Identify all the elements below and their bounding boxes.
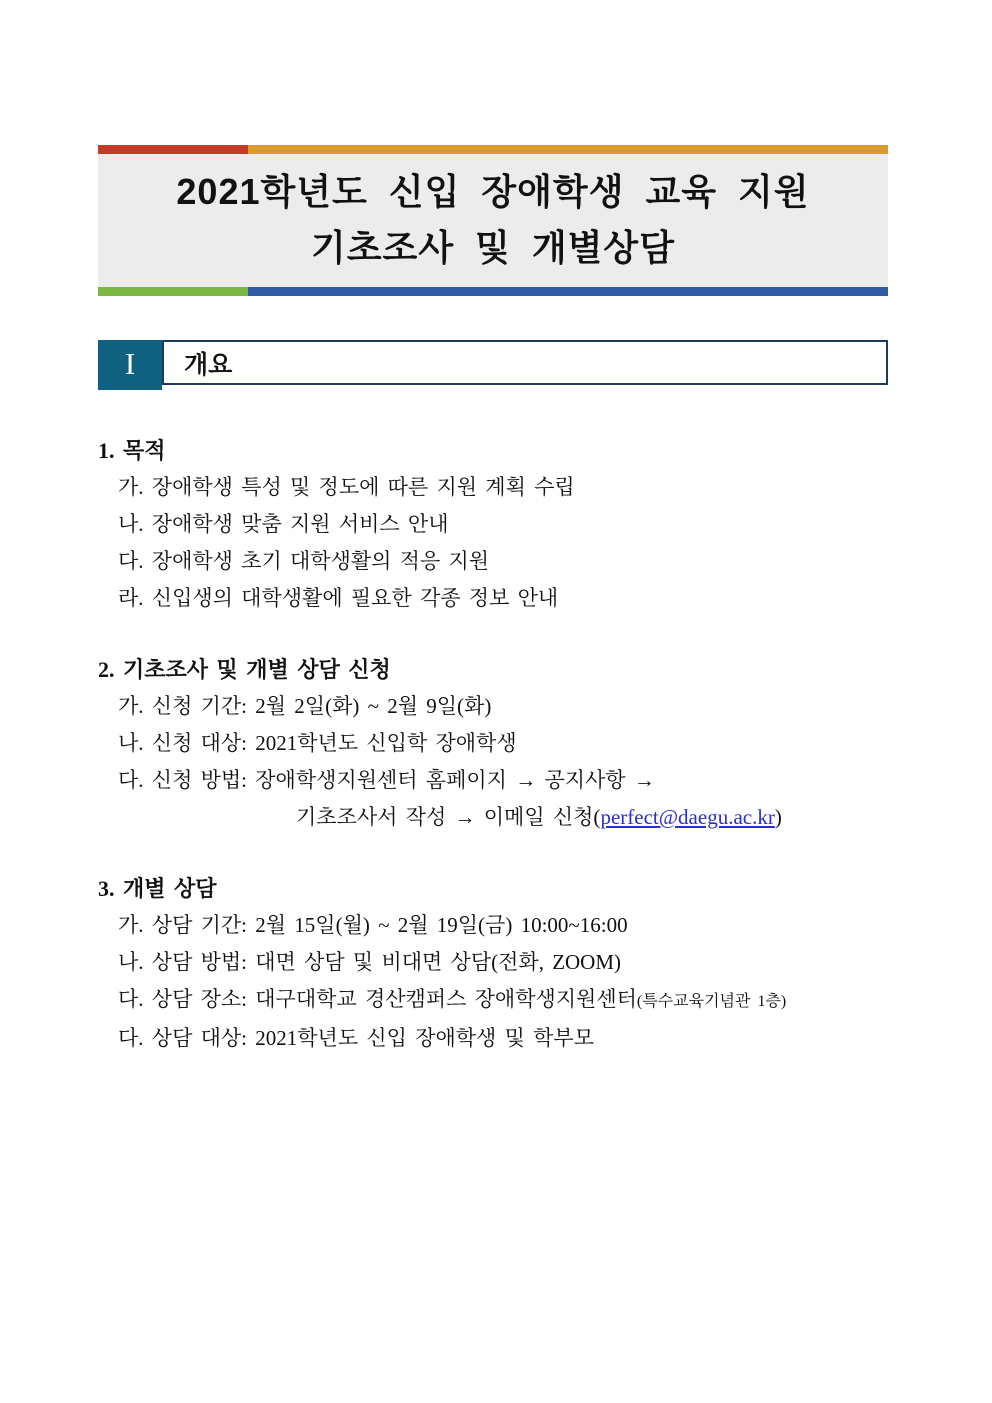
text-segment: 기초조사서 작성 → 이메일 신청(	[296, 805, 601, 829]
banner-bottom-bar	[98, 287, 888, 296]
bar-segment-gold	[248, 145, 888, 154]
text-line	[98, 506, 958, 543]
section-numeral: I	[98, 340, 162, 390]
text-segment: 다. 상담 대상: 2021학년도 신입 장애학생 및 학부모	[118, 1026, 594, 1050]
section-heading: 3. 개별 상담	[98, 876, 217, 901]
text-line	[98, 469, 958, 506]
section-heading: 2. 기초조사 및 개별 상담 신청	[98, 657, 391, 682]
text-segment: 가. 신청 기간: 2월 2일(화) ~ 2월 9일(화)	[118, 694, 492, 718]
section-title: 개요	[184, 350, 233, 379]
text-line	[98, 1020, 958, 1057]
banner-top-bar	[98, 145, 888, 154]
small-text: (특수교육기념관 1층)	[636, 993, 787, 1010]
text-segment: 나. 신청 대상: 2021학년도 신입학 장애학생	[118, 731, 517, 755]
banner-background	[98, 154, 888, 287]
bar-segment-red	[98, 145, 248, 154]
banner-title-line1: 2021학년도 신입 장애학생 교육 지원	[176, 171, 810, 212]
title-banner	[98, 145, 888, 296]
section	[98, 432, 958, 617]
text-segment: 가. 장애학생 특성 및 정도에 따른 지원 계획 수립	[118, 475, 575, 499]
text-line	[98, 725, 958, 762]
text-segment: 라. 신입생의 대학생활에 필요한 각종 정보 안내	[118, 586, 559, 610]
banner-title-line2: 기초조사 및 개별상담	[311, 227, 675, 268]
document-body	[98, 432, 958, 1057]
email-link[interactable]: perfect@daegu.ac.kr	[600, 805, 775, 829]
text-line	[98, 981, 958, 1020]
text-line	[98, 799, 958, 836]
text-segment: 다. 신청 방법: 장애학생지원센터 홈페이지 → 공지사항 →	[118, 768, 655, 792]
text-segment: 가. 상담 기간: 2월 15일(월) ~ 2월 19일(금) 10:00~16:00	[118, 913, 628, 937]
text-line	[98, 688, 958, 725]
text-segment: 다. 상담 장소: 대구대학교 경산캠퍼스 장애학생지원센터	[118, 987, 637, 1011]
text-line	[98, 944, 958, 981]
section-header	[98, 340, 888, 390]
text-line	[98, 907, 958, 944]
text-line	[98, 762, 958, 799]
bar-segment-blue	[248, 287, 888, 296]
bar-segment-green	[98, 287, 248, 296]
text-segment: 나. 장애학생 맞춤 지원 서비스 안내	[118, 512, 449, 536]
section	[98, 870, 958, 1057]
text-segment: )	[774, 805, 782, 829]
section-title-box	[162, 340, 888, 385]
text-segment: 나. 상담 방법: 대면 상담 및 비대면 상담(전화, ZOOM)	[118, 950, 622, 974]
section-heading: 1. 목적	[98, 438, 166, 463]
text-segment: 다. 장애학생 초기 대학생활의 적응 지원	[118, 549, 490, 573]
text-line	[98, 580, 958, 617]
text-line	[98, 543, 958, 580]
section	[98, 651, 958, 836]
